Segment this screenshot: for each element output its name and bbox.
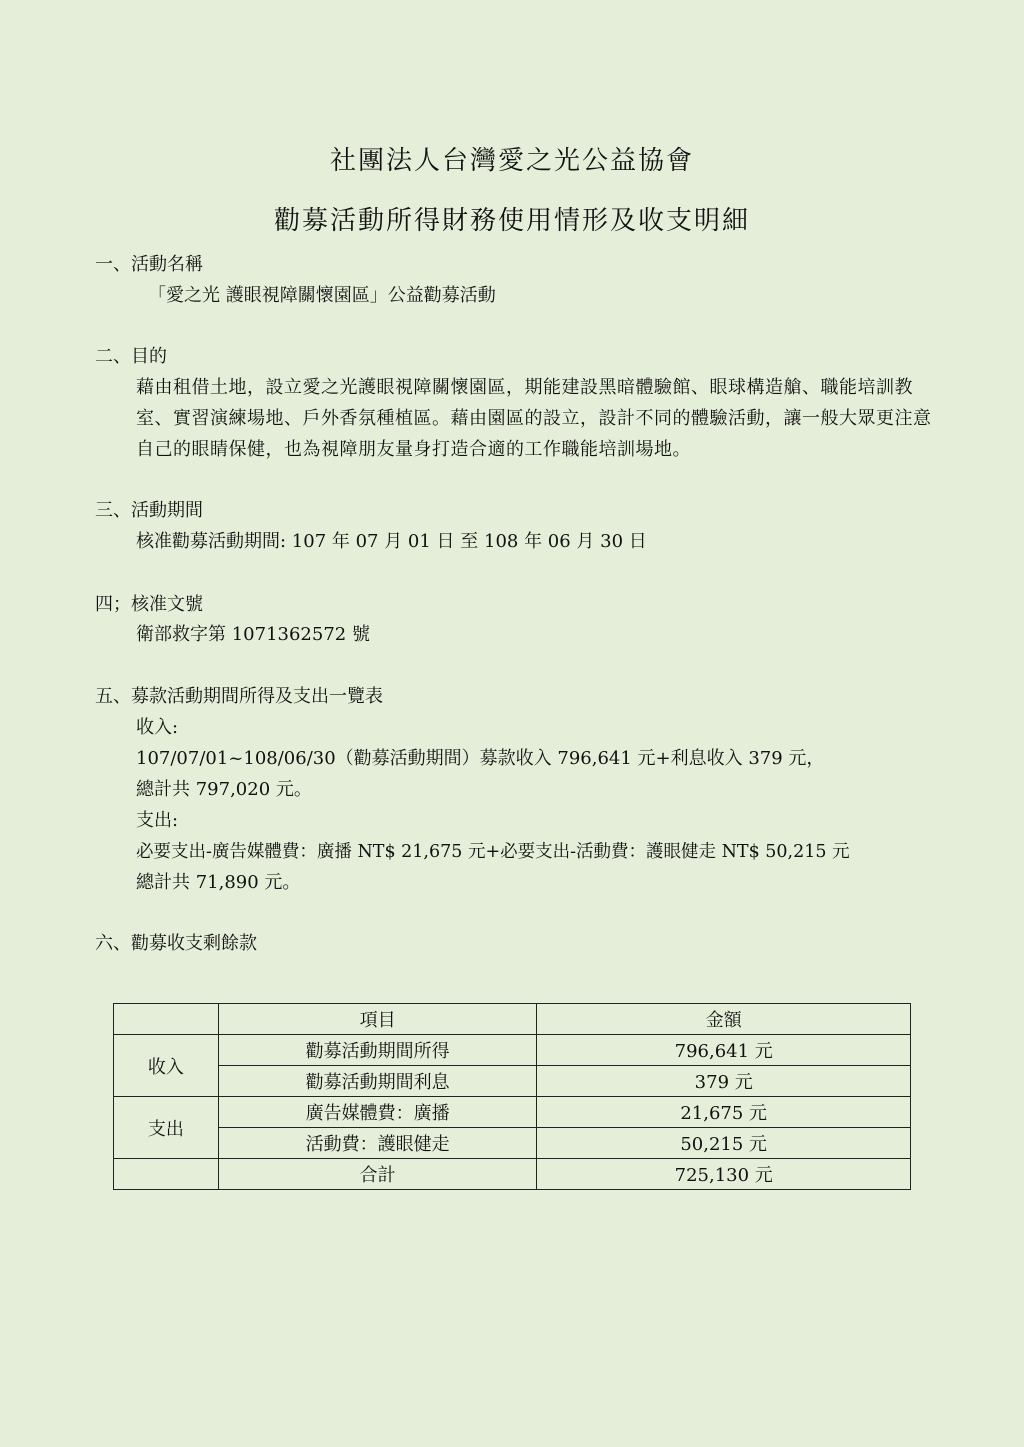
expense-group-cell: 支出 (114, 1097, 219, 1159)
table-row-item: 活動費：護眼健走 (218, 1128, 537, 1159)
table-row-amount: 21,675 元 (537, 1097, 911, 1128)
section-3-body: 核准勸募活動期間: 107 年 07 月 01 日 至 108 年 06 月 30 日 (136, 531, 647, 552)
document-subtitle: 勸募活動所得財務使用情形及收支明細 (273, 206, 750, 236)
table-row-amount: 379 元 (537, 1066, 911, 1097)
expense-line-1: 必要支出-廣告媒體費：廣播 NT$ 21,675 元+必要支出-活動費：護眼健走 NT$ 50,215 元 (136, 842, 850, 862)
table-header-empty (114, 1004, 219, 1035)
expense-line-2: 總計共 71,890 元。 (136, 872, 301, 893)
table-row-item: 勸募活動期間所得 (218, 1035, 537, 1066)
table-total-empty (114, 1159, 219, 1190)
section-1-heading: 一、活動名稱 (95, 254, 203, 275)
table-row-item: 勸募活動期間利息 (218, 1066, 537, 1097)
table-row-item: 廣告媒體費：廣播 (218, 1097, 537, 1128)
section-2-body: 藉由租借土地，設立愛之光護眼視障關懷園區，期能建設黑暗體驗館、眼球構造艙、職能培訓教室、實習演練場地、戶外香氛種植區。藉由園區的設立，設計不同的體驗活動，讓一般大眾更注意自己的眼睛保健，也為視障朋友量身打造合適的工作職能培訓場地。 (136, 377, 932, 460)
section-1-body: 「愛之光 護眼視障關懷園區」公益勸募活動 (148, 285, 496, 306)
table-row (114, 1128, 911, 1159)
table-total-label: 合計 (218, 1159, 537, 1190)
table-row (114, 1035, 911, 1066)
table-row-amount: 50,215 元 (537, 1128, 911, 1159)
section-3-heading: 三、活動期間 (95, 500, 203, 521)
expense-label: 支出: (136, 810, 179, 831)
income-line-1: 107/07/01~108/06/30（勸募活動期間）募款收入 796,641 元+利息收入 379 元， (136, 748, 825, 769)
income-group-cell: 收入 (114, 1035, 219, 1097)
section-5-heading: 五、募款活動期間所得及支出一覽表 (95, 686, 383, 707)
table-row (114, 1097, 911, 1128)
income-expense-table (113, 1003, 911, 1190)
table-row-amount: 796,641 元 (537, 1035, 911, 1066)
table-header-amount: 金額 (537, 1004, 911, 1035)
section-4-body: 衛部救字第 1071362572 號 (136, 624, 370, 645)
section-2-heading: 二、目的 (95, 346, 167, 367)
income-line-2: 總計共 797,020 元。 (136, 779, 312, 800)
table-total-amount: 725,130 元 (537, 1159, 911, 1190)
document-title: 社團法人台灣愛之光公益協會 (329, 146, 694, 176)
section-6-heading: 六、勸募收支剩餘款 (95, 933, 257, 954)
table-header-row (114, 1004, 911, 1035)
table-total-row (114, 1159, 911, 1190)
income-label: 收入: (136, 717, 179, 738)
table-row (114, 1066, 911, 1097)
section-4-heading: 四；核准文號 (95, 594, 203, 615)
table-header-item: 項目 (218, 1004, 537, 1035)
